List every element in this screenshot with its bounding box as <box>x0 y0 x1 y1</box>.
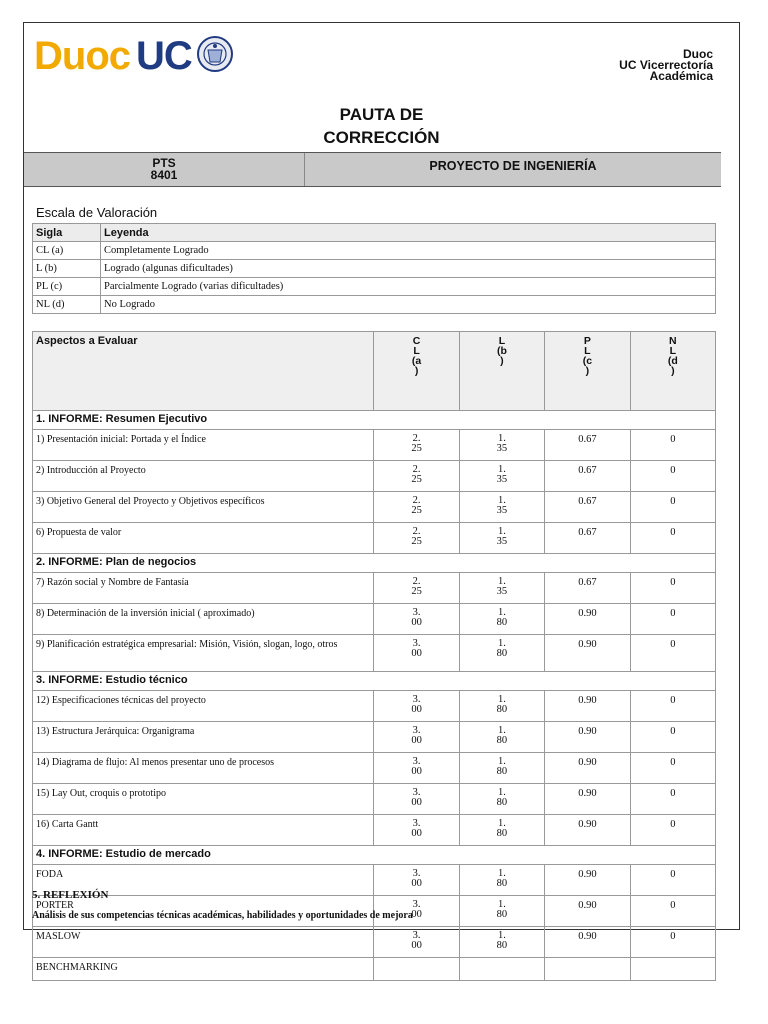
escala-row <box>33 242 716 260</box>
evaluation-table <box>32 331 716 981</box>
score-pl-value: 0.90 <box>578 695 597 706</box>
score-l-cell <box>459 958 544 981</box>
score-l-cell <box>459 461 544 492</box>
score-cl-cell <box>374 927 459 958</box>
score-nl-value: 0 <box>670 819 676 830</box>
score-nl-cell <box>630 753 715 784</box>
sigla-cell: NL (d) <box>33 296 101 314</box>
score-l-cell <box>459 635 544 672</box>
score-cl-cell <box>374 865 459 896</box>
score-pl-value: 0.90 <box>578 900 597 911</box>
score-cl-value: 3. 00 <box>411 725 422 746</box>
score-l-value: 1. 35 <box>496 526 508 547</box>
evaluation-row <box>33 430 716 461</box>
score-l-value: 1. 80 <box>496 607 508 628</box>
university-seal-icon <box>196 32 234 81</box>
evaluation-row <box>33 523 716 554</box>
score-nl-value: 0 <box>670 496 676 507</box>
evaluation-row <box>33 573 716 604</box>
evaluation-row <box>33 492 716 523</box>
score-pl-value: 0.67 <box>578 577 597 588</box>
score-pl-value: 0.90 <box>578 869 597 880</box>
score-pl-cell <box>545 784 631 815</box>
escala-header-row <box>33 224 716 242</box>
score-cl-value: 2. 25 <box>411 495 422 516</box>
score-l-value: 1. 80 <box>496 868 508 889</box>
score-cl-value: 3. 00 <box>411 694 422 715</box>
score-cl-cell <box>374 958 459 981</box>
evaluation-row <box>33 784 716 815</box>
score-cl-value: 2. 25 <box>411 526 422 547</box>
sigla-cell: CL (a) <box>33 242 101 260</box>
escala-row <box>33 278 716 296</box>
aspecto-cell: 15) Lay Out, croquis o prototipo <box>33 784 374 815</box>
score-nl-value: 0 <box>670 608 676 619</box>
col-leyenda: Leyenda <box>101 224 716 242</box>
section-title: 4. INFORME: Estudio de mercado <box>33 846 716 865</box>
score-cl-value: 3. 00 <box>411 868 422 889</box>
score-l-value <box>460 958 544 962</box>
aspecto-cell: FODA <box>33 865 374 896</box>
aspecto-cell: 3) Objetivo General del Proyecto y Objetivos específicos <box>33 492 374 523</box>
evaluation-row <box>33 927 716 958</box>
aspecto-cell: 13) Estructura Jerárquica: Organigrama <box>33 722 374 753</box>
score-l-cell <box>459 430 544 461</box>
evaluation-row <box>33 753 716 784</box>
score-pl-value: 0.90 <box>578 788 597 799</box>
score-l-cell <box>459 492 544 523</box>
score-cl-cell <box>374 815 459 846</box>
evaluation-row <box>33 691 716 722</box>
score-pl-value: 0.67 <box>578 527 597 538</box>
score-nl-value: 0 <box>670 577 676 588</box>
score-pl-value: 0.90 <box>578 819 597 830</box>
score-l-cell <box>459 573 544 604</box>
duoc-uc-logo <box>34 33 234 79</box>
score-l-cell <box>459 865 544 896</box>
score-cl-value: 2. 25 <box>411 576 422 597</box>
score-nl-value: 0 <box>670 931 676 942</box>
score-cl-cell <box>374 753 459 784</box>
score-l-value: 1. 80 <box>496 930 508 951</box>
leyenda-cell: Logrado (algunas dificultades) <box>101 260 716 278</box>
score-nl-cell <box>630 635 715 672</box>
score-pl-cell <box>545 865 631 896</box>
aspecto-cell: 9) Planificación estratégica empresarial: Misión, Visión, slogan, logo, otros <box>33 635 374 672</box>
score-l-value: 1. 35 <box>496 576 508 597</box>
score-nl-cell <box>630 784 715 815</box>
score-l-value: 1. 80 <box>496 694 508 715</box>
aspecto-cell: 16) Carta Gantt <box>33 815 374 846</box>
score-pl-cell <box>545 753 631 784</box>
score-nl-value: 0 <box>670 527 676 538</box>
score-cl-cell <box>374 573 459 604</box>
project-name: PROYECTO DE INGENIERÍA <box>429 159 597 173</box>
institution-name <box>619 49 713 82</box>
score-l-cell <box>459 604 544 635</box>
col-nl-label: N L (d ) <box>667 335 678 377</box>
evaluation-row <box>33 635 716 672</box>
score-pl-cell <box>545 523 631 554</box>
score-pl-cell <box>545 722 631 753</box>
escala-table <box>32 223 716 314</box>
score-pl-cell <box>545 896 631 927</box>
score-nl-cell <box>630 604 715 635</box>
score-pl-value: 0.90 <box>578 757 597 768</box>
score-l-value: 1. 80 <box>496 787 508 808</box>
score-pl-cell <box>545 635 631 672</box>
evaluation-row <box>33 722 716 753</box>
score-nl-cell <box>630 927 715 958</box>
section-title: 1. INFORME: Resumen Ejecutivo <box>33 411 716 430</box>
score-pl-cell <box>545 958 631 981</box>
score-l-value: 1. 35 <box>496 433 508 454</box>
pts-label: PTS <box>152 156 176 170</box>
score-nl-cell <box>630 722 715 753</box>
score-l-value: 1. 35 <box>496 464 508 485</box>
score-l-value: 1. 80 <box>496 899 508 920</box>
score-l-cell <box>459 815 544 846</box>
score-cl-value: 3. 00 <box>411 930 422 951</box>
inst-line-3: Académica <box>649 69 713 83</box>
score-pl-value <box>545 958 630 962</box>
col-cl-label: C L (a ) <box>411 335 422 377</box>
aspecto-cell: BENCHMARKING <box>33 958 374 981</box>
section-title: 2. INFORME: Plan de negocios <box>33 554 716 573</box>
aspecto-cell: 14) Diagrama de flujo: Al menos presentar uno de procesos <box>33 753 374 784</box>
score-nl-cell <box>630 523 715 554</box>
score-cl-cell <box>374 461 459 492</box>
score-nl-value <box>631 958 715 962</box>
aspecto-cell: 2) Introducción al Proyecto <box>33 461 374 492</box>
title-line-1: PAUTA DE <box>339 105 424 124</box>
score-cl-value: 2. 25 <box>411 433 422 454</box>
leyenda-cell: No Logrado <box>101 296 716 314</box>
score-pl-cell <box>545 815 631 846</box>
score-l-cell <box>459 523 544 554</box>
score-cl-value: 3. 00 <box>411 756 422 777</box>
score-cl-cell <box>374 430 459 461</box>
score-cl-value: 2. 25 <box>411 464 422 485</box>
score-l-value: 1. 80 <box>496 818 508 839</box>
score-pl-value: 0.90 <box>578 639 597 650</box>
score-cl-cell <box>374 722 459 753</box>
score-l-cell <box>459 753 544 784</box>
sigla-cell: PL (c) <box>33 278 101 296</box>
score-l-value: 1. 80 <box>496 638 508 659</box>
escala-row <box>33 260 716 278</box>
score-pl-cell <box>545 604 631 635</box>
score-l-cell <box>459 691 544 722</box>
escala-heading: Escala de Valoración <box>36 205 158 220</box>
score-nl-value: 0 <box>670 465 676 476</box>
aspecto-cell: 6) Propuesta de valor <box>33 523 374 554</box>
leyenda-cell: Completamente Logrado <box>101 242 716 260</box>
col-aspectos: Aspectos a Evaluar <box>33 332 374 411</box>
score-l-value: 1. 80 <box>496 756 508 777</box>
score-nl-value: 0 <box>670 695 676 706</box>
score-cl-value: 3. 00 <box>411 638 422 659</box>
title-line-2: CORRECCIÓN <box>323 128 440 147</box>
inst-line-2: UC Vicerrectoría <box>619 58 713 72</box>
col-sigla: Sigla <box>33 224 101 242</box>
score-l-cell <box>459 784 544 815</box>
evaluation-header-row <box>33 332 716 411</box>
document-title <box>24 103 739 149</box>
aspecto-cell: PORTER <box>33 896 374 927</box>
col-nl <box>630 332 715 411</box>
course-header-row <box>24 152 721 187</box>
aspecto-cell: MASLOW <box>33 927 374 958</box>
score-cl-cell <box>374 691 459 722</box>
score-nl-value: 0 <box>670 726 676 737</box>
score-nl-cell <box>630 691 715 722</box>
score-l-value: 1. 35 <box>496 495 508 516</box>
score-cl-value: 3. 00 <box>411 818 422 839</box>
section-row <box>33 411 716 430</box>
score-nl-cell <box>630 865 715 896</box>
score-nl-cell <box>630 430 715 461</box>
col-l <box>459 332 544 411</box>
aspecto-cell: 8) Determinación de la inversión inicial ( aproximado) <box>33 604 374 635</box>
score-nl-cell <box>630 461 715 492</box>
reflexion-text: Análisis de sus competencias técnicas académicas, habilidades y oportunidades de mejora <box>32 910 413 921</box>
col-pl-label: P L (c ) <box>582 335 593 377</box>
score-cl-value: 3. 00 <box>411 607 422 628</box>
escala-row <box>33 296 716 314</box>
score-pl-cell <box>545 461 631 492</box>
score-l-cell <box>459 896 544 927</box>
pts-code: 8401 <box>150 168 178 182</box>
score-nl-value: 0 <box>670 788 676 799</box>
score-cl-cell <box>374 523 459 554</box>
score-l-cell <box>459 722 544 753</box>
evaluation-row <box>33 604 716 635</box>
score-nl-value: 0 <box>670 869 676 880</box>
score-pl-cell <box>545 430 631 461</box>
aspecto-cell: 7) Razón social y Nombre de Fantasía <box>33 573 374 604</box>
evaluation-row <box>33 815 716 846</box>
score-cl-cell <box>374 635 459 672</box>
score-pl-value: 0.90 <box>578 726 597 737</box>
score-nl-cell <box>630 573 715 604</box>
score-l-value: 1. 80 <box>496 725 508 746</box>
score-nl-value: 0 <box>670 757 676 768</box>
score-pl-cell <box>545 691 631 722</box>
score-nl-cell <box>630 815 715 846</box>
score-cl-cell <box>374 784 459 815</box>
leyenda-cell: Parcialmente Logrado (varias dificultades) <box>101 278 716 296</box>
score-cl-value <box>374 958 458 962</box>
score-nl-cell <box>630 896 715 927</box>
score-pl-cell <box>545 927 631 958</box>
score-pl-value: 0.90 <box>578 608 597 619</box>
section-row <box>33 672 716 691</box>
logo-uc-text: UC <box>136 33 192 78</box>
aspecto-cell: 1) Presentación inicial: Portada y el Índice <box>33 430 374 461</box>
logo-duoc-text: Duoc <box>34 33 130 78</box>
section-title: 3. INFORME: Estudio técnico <box>33 672 716 691</box>
inst-line-1: Duoc <box>683 47 713 61</box>
score-cl-cell <box>374 492 459 523</box>
score-pl-value: 0.67 <box>578 465 597 476</box>
sigla-cell: L (b) <box>33 260 101 278</box>
evaluation-row <box>33 958 716 981</box>
score-cl-value: 3. 00 <box>411 787 422 808</box>
section-row <box>33 846 716 865</box>
score-nl-cell <box>630 492 715 523</box>
score-pl-value: 0.67 <box>578 496 597 507</box>
col-cl <box>374 332 459 411</box>
score-nl-value: 0 <box>670 434 676 445</box>
score-pl-value: 0.90 <box>578 931 597 942</box>
course-code-cell <box>24 157 304 181</box>
document-frame <box>23 22 740 973</box>
evaluation-row <box>33 865 716 896</box>
col-l-label: L (b ) <box>496 335 507 367</box>
score-cl-cell <box>374 604 459 635</box>
reflexion-title: 5. REFLEXIÓN <box>32 889 109 901</box>
col-pl <box>545 332 631 411</box>
score-nl-cell <box>630 958 715 981</box>
score-pl-cell <box>545 492 631 523</box>
score-cl-value: 3. 00 <box>411 899 422 920</box>
aspecto-cell: 12) Especificaciones técnicas del proyecto <box>33 691 374 722</box>
score-pl-cell <box>545 573 631 604</box>
score-pl-value: 0.67 <box>578 434 597 445</box>
section-row <box>33 554 716 573</box>
score-nl-value: 0 <box>670 900 676 911</box>
score-nl-value: 0 <box>670 639 676 650</box>
score-l-cell <box>459 927 544 958</box>
evaluation-row <box>33 461 716 492</box>
